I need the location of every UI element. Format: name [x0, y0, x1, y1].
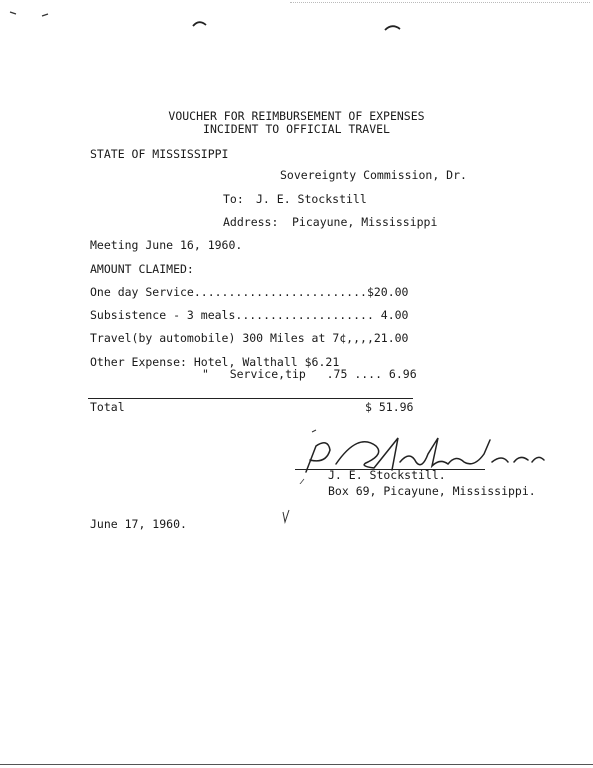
page-bottom-edge — [0, 764, 593, 765]
payee-name: J. E. Stockstill — [256, 192, 367, 206]
state-heading: STATE OF MISSISSIPPI — [90, 147, 229, 161]
total-rule — [88, 398, 413, 399]
voucher-title-line-2: INCIDENT TO OFFICIAL TRAVEL — [203, 122, 390, 136]
line-item: One day Service.........................$20.00 — [90, 285, 409, 299]
amount-claimed-heading: AMOUNT CLAIMED: — [90, 262, 194, 276]
punch-mark-icon — [190, 18, 210, 30]
payee-address: Picayune, Mississippi — [292, 215, 438, 229]
tick-mark-icon — [280, 508, 292, 526]
voucher-title-line-1: VOUCHER FOR REIMBURSEMENT OF EXPENSES — [168, 109, 425, 123]
meeting-date: Meeting June 16, 1960. — [90, 238, 243, 252]
total-label: Total — [90, 400, 125, 414]
line-item: Travel(by automobile) 300 Miles at 7¢,,,,21.00 — [90, 331, 409, 345]
signer-name: J. E. Stockstill. — [328, 468, 446, 482]
punch-mark-icon — [382, 22, 404, 34]
voucher-date: June 17, 1960. — [90, 517, 187, 531]
line-item: Subsistence - 3 meals.................... 4.00 — [90, 308, 409, 322]
top-edge-dots — [290, 2, 590, 3]
to-label: To: — [223, 192, 244, 206]
signer-address: Box 69, Picayune, Mississippi. — [328, 484, 536, 498]
address-label: Address: — [223, 215, 279, 229]
scan-mark-icon — [4, 6, 54, 26]
payer: Sovereignty Commission, Dr. — [280, 168, 467, 182]
line-item: " Service,tip .75 .... 6.96 — [202, 367, 417, 381]
line-item: Other Expense: Hotel, Walthall $6.21 — [90, 355, 340, 369]
total-amount: $ 51.96 — [365, 400, 414, 414]
